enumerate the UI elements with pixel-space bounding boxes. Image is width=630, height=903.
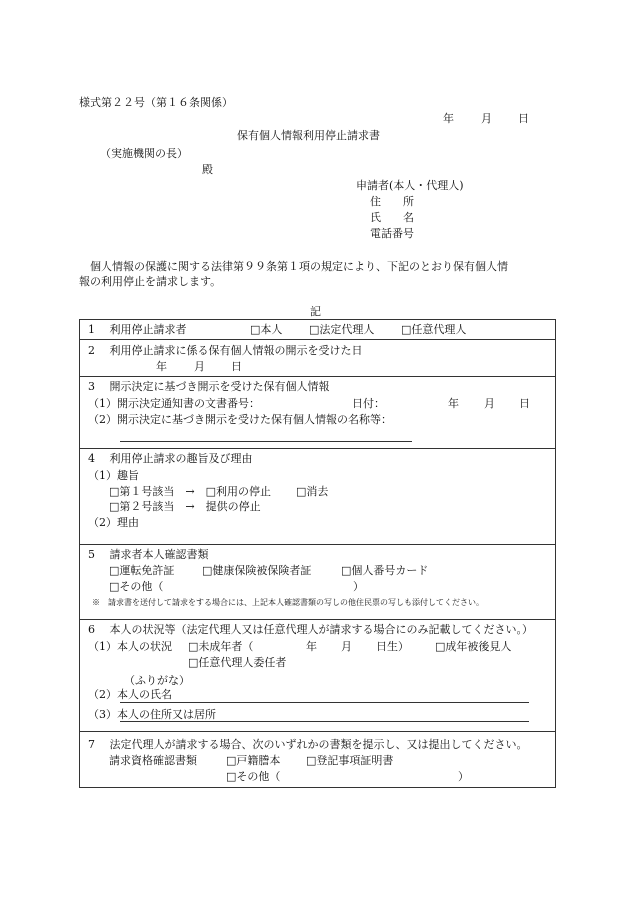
- checkbox-minor[interactable]: □未成年者（: [188, 640, 254, 653]
- checkbox-erase[interactable]: □消去: [296, 485, 329, 498]
- section-1-title: 1 利用停止請求者: [88, 323, 187, 336]
- checkbox-other-id[interactable]: □その他（: [109, 580, 164, 593]
- section-5-title: 5 請求者本人確認書類: [88, 548, 209, 561]
- checkbox-item1-stop-use[interactable]: □第１号該当 → □利用の停止: [109, 485, 272, 498]
- checkbox-family-register[interactable]: □戸籍謄本: [226, 754, 281, 767]
- checkbox-adult-ward[interactable]: □成年被後見人: [435, 640, 512, 653]
- s3-info-name-line[interactable]: [120, 441, 412, 442]
- form-number: 様式第２２号（第１６条関係）: [79, 96, 233, 109]
- s3-document-number: （1）開示決定通知書の文書番号：: [88, 397, 260, 410]
- checkbox-drivers-license[interactable]: □運転免許証: [109, 564, 175, 577]
- other-doc-close: ）: [458, 770, 469, 783]
- section-2-title: 2 利用停止請求に係る保有個人情報の開示を受けた日: [88, 344, 363, 357]
- s2-month: 月: [194, 360, 205, 373]
- checkbox-legal-agent[interactable]: □法定代理人: [309, 323, 375, 336]
- principal-name-label: （2）本人の氏名: [88, 688, 172, 701]
- principal-address-label: （3）本人の住所又は居所: [88, 708, 216, 721]
- name-label: 氏 名: [370, 211, 414, 224]
- checkbox-self[interactable]: □本人: [250, 323, 283, 336]
- addressee: （実施機関の長）: [100, 147, 188, 160]
- honorific: 殿: [202, 163, 213, 176]
- s3-month: 月: [484, 397, 495, 410]
- section-7-title: 7 法定代理人が請求する場合、次のいずれかの書類を提示し、又は提出してください。: [88, 738, 528, 751]
- applicant-label: 申請者(本人・代理人): [356, 179, 464, 192]
- checkbox-registry-certificate[interactable]: □登記事項証明書: [306, 754, 394, 767]
- document-title: 保有個人情報利用停止請求書: [237, 129, 380, 142]
- ki-label: 記: [310, 305, 321, 318]
- s3-date-label: 日付：: [352, 397, 385, 410]
- minor-day: 日生）: [376, 640, 409, 653]
- minor-month: 月: [341, 640, 352, 653]
- s5-note: ※ 請求書を送付して請求をする場合には、上記本人確認書類の写しの他住民票の写しも添付してください。: [92, 598, 484, 607]
- checkbox-other-doc[interactable]: □その他（: [226, 770, 281, 783]
- s3-info-name: （2）開示決定に基づき開示を受けた保有個人情報の名称等：: [88, 413, 392, 426]
- section-6-title: 6 本人の状況等（法定代理人又は任意代理人が請求する場合にのみ記載してください。）: [88, 623, 533, 636]
- request-details-table: [79, 319, 556, 788]
- section-3-title: 3 開示決定に基づき開示を受けた保有個人情報: [88, 380, 330, 393]
- other-id-close: ）: [353, 580, 364, 593]
- section-4-title: 4 利用停止請求の趣旨及び理由: [88, 452, 253, 465]
- s6-status-label: （1）本人の状況: [88, 640, 172, 653]
- intro-line-2: 報の利用停止を請求します。: [79, 275, 222, 288]
- date-year: 年: [443, 112, 454, 125]
- intro-line-1: 個人情報の保護に関する法律第９９条第１項の規定により、下記のとおり保有個人情: [79, 260, 508, 273]
- s2-day: 日: [231, 360, 242, 373]
- s2-year: 年: [156, 360, 167, 373]
- checkbox-health-insurance[interactable]: □健康保険被保険者証: [202, 564, 312, 577]
- checkbox-item2-stop-provision[interactable]: □第２号該当 → 提供の停止: [109, 500, 261, 513]
- date-day: 日: [518, 112, 529, 125]
- s4-purpose: （1）趣旨: [88, 469, 139, 482]
- date-month: 月: [481, 112, 492, 125]
- principal-address-line[interactable]: [120, 721, 529, 722]
- principal-name-line[interactable]: [120, 702, 529, 703]
- checkbox-voluntary-agent[interactable]: □任意代理人: [401, 323, 467, 336]
- s7-docs-label: 請求資格確認書類: [109, 754, 197, 767]
- checkbox-my-number-card[interactable]: □個人番号カード: [341, 564, 429, 577]
- checkbox-voluntary-delegator[interactable]: □任意代理人委任者: [188, 656, 287, 669]
- phone-label: 電話番号: [370, 227, 414, 240]
- furigana-label: （ふりがな）: [124, 674, 190, 687]
- address-label: 住 所: [370, 195, 414, 208]
- s3-day: 日: [519, 397, 530, 410]
- s4-reason: （2）理由: [88, 516, 139, 529]
- s3-year: 年: [448, 397, 459, 410]
- minor-year: 年: [306, 640, 317, 653]
